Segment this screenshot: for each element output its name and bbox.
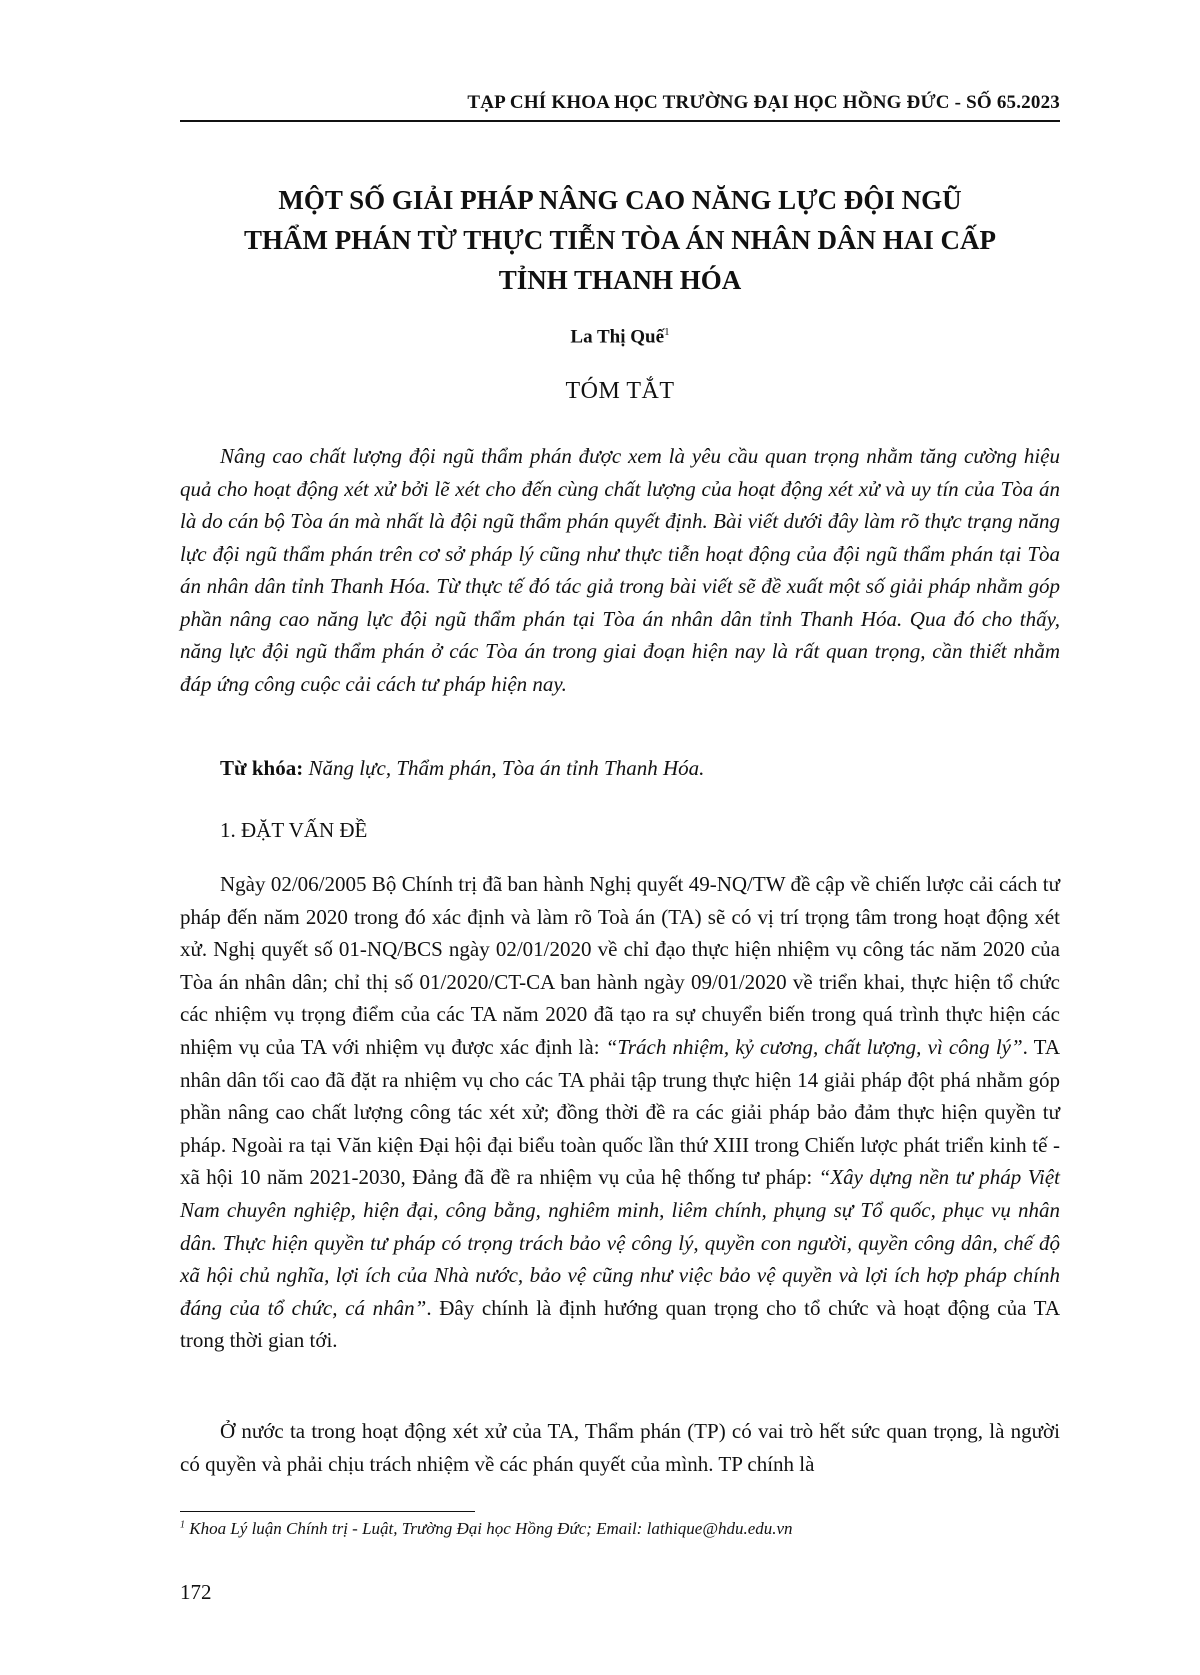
- footnote-mark: 1: [180, 1519, 185, 1531]
- header-rule: [180, 120, 1060, 122]
- author-footnote-mark: 1: [664, 326, 670, 338]
- author-name: La Thị Quế: [570, 326, 665, 348]
- body-paragraph-1: [180, 868, 1060, 1357]
- body-paragraph-2: Ở nước ta trong hoạt động xét xử của TA, Thẩm phán (TP) có vai trò hết sức quan trọng, là người có quyền và phải chịu trách nhiệm về các phán quyết của mình. TP chính là: [180, 1419, 1060, 1476]
- author-line: [180, 326, 1060, 348]
- article-title: [180, 180, 1060, 300]
- p1-part-b: . TA nhân dân tối cao đã đặt ra nhiệm vụ cho các TA phải tập trung thực hiện 14 giải pháp đột phá nhằm góp phần nâng cao chất lượng công tác xét xử; đồng thời đề ra các giải pháp bảo đảm thực hiện quyền tư pháp. Ngoài ra tại Văn kiện Đại hội đại biểu toàn quốc lần thứ XIII trong Chiến lược phát triển kinh tế - xã hội 10 năm 2021-2030, Đảng đã đề ra nhiệm vụ của hệ thống tư pháp:: [180, 1034, 1060, 1190]
- journal-header: TẠP CHÍ KHOA HỌC TRƯỜNG ĐẠI HỌC HỒNG ĐỨC - SỐ 65.2023: [467, 92, 1060, 113]
- abstract-heading: TÓM TẮT: [565, 378, 675, 404]
- title-line-1: MỘT SỐ GIẢI PHÁP NÂNG CAO NĂNG LỰC ĐỘI NGŨ: [278, 185, 962, 215]
- keywords-label: Từ khóa:: [220, 756, 304, 780]
- title-line-3: TỈNH THANH HÓA: [498, 265, 742, 295]
- p1-part-a: Ngày 02/06/2005 Bộ Chính trị đã ban hành Nghị quyết 49-NQ/TW đề cập về chiến lược cải cách tư pháp đến năm 2020 trong đó xác định và làm rõ Toà án (TA) sẽ có vị trí trọng tâm trong hoạt động xét xử. Nghị quyết số 01-NQ/BCS ngày 02/01/2020 về chỉ đạo thực hiện nhiệm vụ công tác năm 2020 của Tòa án nhân dân; chỉ thị số 01/2020/CT-CA ban hành ngày 09/01/2020 về triển khai, thực hiện tổ chức các nhiệm vụ trọng điểm của các TA năm 2020 đã tạo ra sự chuyển biến trong quá trình thực hiện các nhiệm vụ của TA với nhiệm vụ được xác định là:: [180, 872, 1060, 1059]
- p1-quote-2: “Xây dựng nền tư pháp Việt Nam chuyên nghiệp, hiện đại, công bằng, nghiêm minh, liêm chính, phụng sự Tổ quốc, phục vụ nhân dân. Thực hiện quyền tư pháp có trọng trách bảo vệ công lý, quyền con người, quyền công dân, chế độ xã hội chủ nghĩa, lợi ích của Nhà nước, bảo vệ cũng như việc bảo vệ quyền và lợi ích hợp pháp chính đáng của tổ chức, cá nhân”: [180, 1165, 1060, 1320]
- keywords-text: Năng lực, Thẩm phán, Tòa án tỉnh Thanh Hóa.: [308, 756, 705, 780]
- footnote-rule: [180, 1511, 475, 1512]
- p1-part-c: . Đây chính là định hướng quan trọng cho tổ chức và hoạt động của TA trong thời gian tới.: [180, 1295, 1060, 1353]
- section-heading: 1. ĐẶT VẤN ĐỀ: [220, 818, 368, 842]
- footnote-text: Khoa Lý luận Chính trị - Luật, Trường Đại học Hồng Đức; Email: lathique@hdu.edu.vn: [185, 1519, 793, 1538]
- abstract-text: Nâng cao chất lượng đội ngũ thẩm phán được xem là yêu cầu quan trọng nhằm tăng cường hiệu quả cho hoạt động xét xử bởi lẽ xét cho đến cùng chất lượng của hoạt động xét xử và uy tín của Tòa án là do cán bộ Tòa án mà nhất là đội ngũ thẩm phán quyết định. Bài viết dưới đây làm rõ thực trạng năng lực đội ngũ thẩm phán trên cơ sở pháp lý cũng như thực tiễn hoạt động của đội ngũ thẩm phán tại Tòa án nhân dân tỉnh Thanh Hóa. Từ thực tế đó tác giả trong bài viết sẽ đề xuất một số giải pháp nhằm góp phần nâng cao năng lực đội ngũ thẩm phán tại Tòa án nhân dân tỉnh Thanh Hóa. Qua đó cho thấy, năng lực đội ngũ thẩm phán ở các Tòa án trong giai đoạn hiện nay là rất quan trọng, cần thiết nhằm đáp ứng công cuộc cải cách tư pháp hiện nay.: [180, 444, 1060, 696]
- title-line-2: THẨM PHÁN TỪ THỰC TIỄN TÒA ÁN NHÂN DÂN HAI CẤP: [243, 225, 997, 255]
- footnote: [180, 1519, 1060, 1539]
- page-number: 172: [180, 1580, 212, 1604]
- keywords-line: [220, 756, 1060, 781]
- p1-quote-1: “Trách nhiệm, kỷ cương, chất lượng, vì công lý”: [605, 1034, 1023, 1059]
